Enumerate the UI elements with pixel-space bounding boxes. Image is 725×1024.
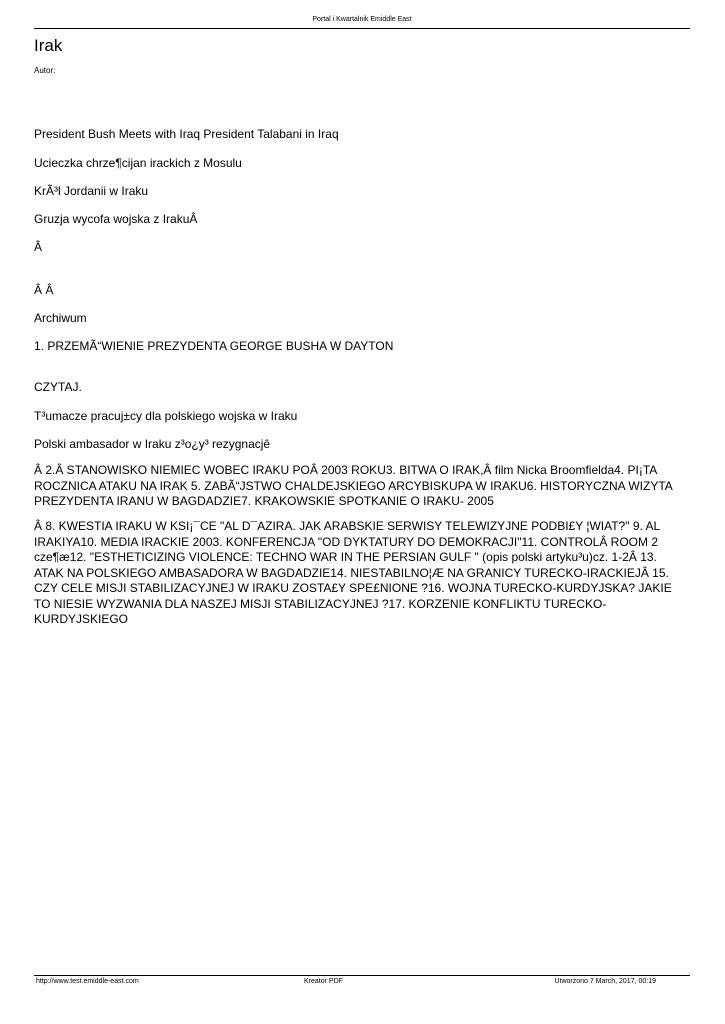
- list-item: Â Â: [34, 283, 54, 297]
- footer-url[interactable]: http://www.test.emiddle-east.com: [36, 978, 139, 985]
- author-label: Autor:: [34, 66, 56, 75]
- list-item: 1. PRZEMÃ“WIENIE PREZYDENTA GEORGE BUSHA W DAYTON: [34, 339, 394, 353]
- list-item: Gruzja wycofa wojska z IrakuÂ: [34, 212, 198, 226]
- list-item: KrÃ³l Jordanii w Iraku: [34, 184, 149, 198]
- list-item: Â: [34, 240, 43, 254]
- list-item: Ucieczka chrze¶cijan irackich z Mosulu: [34, 156, 242, 170]
- archive-paragraph-2: Â 8. KWESTIA IRAKU W KSI¡¯CE "AL D¯AZIRA. JAK ARABSKIE SERWISY TELEWIZYJNE PODBI£Y ¦WIAT?" 9. AL IRAKIYA10. MEDIA IRACKIE 2003. KONFERENCJA "OD DYKTATURY DO DEMOKRACJI"11. CONTROLÂ ROOM 2 cze¶æ12. "ESTHETICIZING VIOLENCE: TECHNO WAR IN THE PERSIAN GULF " (opis polski artyku³u)cz. 1-2Â 13. ATAK NA POLSKIEGO AMBASADORA W BAGDADZIE14. NIESTABILNO¦Æ NA GRANICY TURECKO-IRACKIEJÂ 15. CZY CELE MISJI STABILIZACYJNEJ W IRAKU ZOSTA£Y SPE£NIONE ?16. WOJNA TURECKO-KURDYJSKA? JAKIE TO NIESIE WYZWANIA DLA NASZEJ MISJI STABILIZACYJNEJ ?17. KORZENIE KONFLIKTU TURECKO-KURDYJSKIEGO: [34, 519, 672, 626]
- section-heading-archive: Archiwum: [34, 311, 87, 325]
- archive-paragraph-1: Â 2.Â STANOWISKO NIEMIEC WOBEC IRAKU POÂ 2003 ROKU3. BITWA O IRAK,Â film Nicka Broomfielda4. PI¡TA ROCZNICA ATAKU NA IRAK 5. ZABÃ“JSTWO CHALDEJSKIEGO ARCYBISKUPA W IRAKU6. HISTORYCZNA WIZYTA PREZYDENTA IRANU W BAGDADZIE7. KRAKOWSKIE SPOTKANIE O IRAKU- 2005: [34, 463, 673, 508]
- list-item: President Bush Meets with Iraq President Talabani in Iraq: [34, 127, 339, 141]
- footer-created-date: Utworzono 7 March, 2017, 00:19: [554, 978, 656, 985]
- page-title: Irak: [34, 36, 63, 55]
- footer-generator: Kreator PDF: [304, 978, 343, 985]
- list-item: Polski ambasador w Iraku z³o¿y³ rezygnacjê: [34, 437, 271, 451]
- page-header: [34, 14, 690, 29]
- page-footer: [34, 975, 690, 985]
- list-item: T³umacze pracuj±cy dla polskiego wojska w Iraku: [34, 409, 298, 423]
- read-more-link[interactable]: CZYTAJ.: [34, 380, 82, 394]
- header-title: Portal i Kwartalnik Emiddle East: [312, 16, 412, 23]
- article-heading: [34, 36, 674, 76]
